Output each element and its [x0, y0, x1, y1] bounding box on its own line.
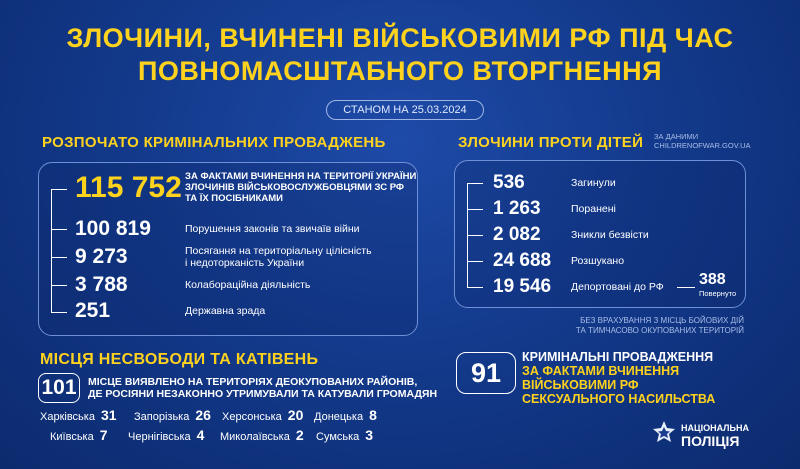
region-name: Київська — [50, 431, 94, 443]
page-title — [0, 22, 800, 88]
region-name: Сумська — [316, 431, 360, 443]
proceedings-total-label — [185, 171, 416, 204]
description-line: КРИМІНАЛЬНІ ПРОВАДЖЕННЯ — [522, 350, 714, 364]
children-heading: ЗЛОЧИНИ ПРОТИ ДІТЕЙ — [458, 134, 644, 151]
wounded-value: 1 263 — [493, 198, 541, 219]
region-value: 31 — [100, 407, 117, 423]
logo-line: НАЦІОНАЛЬНА — [681, 423, 749, 433]
region-value: 3 — [365, 427, 374, 443]
territorial-integrity-value: 9 273 — [75, 245, 128, 268]
description-line: ЗА ФАКТАМИ ВЧИНЕННЯ — [522, 364, 680, 378]
tree-branch — [467, 287, 483, 288]
detention-heading: МІСЦЯ НЕСВОБОДИ ТА КАТІВЕНЬ — [40, 351, 319, 368]
region-name: Херсонська — [222, 411, 282, 423]
proceedings-tree-line — [51, 189, 74, 312]
police-shield-icon — [651, 420, 677, 446]
tree-branch — [51, 312, 67, 313]
children-source — [654, 132, 751, 150]
collaboration-label: Колабораційна діяльність — [185, 279, 311, 291]
deported-label: Депортовані до РФ — [571, 281, 664, 293]
proceedings-panel — [38, 162, 418, 336]
region-name: Запорізька — [134, 411, 190, 423]
proceedings-total-value: 115 752 — [75, 171, 182, 204]
found-value: 24 688 — [493, 250, 552, 271]
found-label: Розшукано — [571, 255, 625, 267]
missing-label: Зникли безвісти — [571, 229, 649, 241]
sexual-violence-count-badge: 91 — [456, 352, 516, 394]
police-logo-text — [681, 422, 749, 448]
as-of-date-badge: СТАНОМ НА 25.03.2024 — [326, 100, 484, 120]
region-kyiv — [50, 427, 108, 443]
war-laws-label: Порушення законів та звичаїв війни — [185, 223, 360, 235]
killed-value: 536 — [493, 172, 525, 193]
note-line: БЕЗ ВРАХУВАННЯ З МІСЦЬ БОЙОВИХ ДІЙ — [580, 316, 744, 325]
tree-branch — [51, 285, 67, 286]
title-line-1: ЗЛОЧИНИ, ВЧИНЕНІ ВІЙСЬКОВИМИ РФ ПІД ЧАС — [66, 23, 734, 53]
region-value: 4 — [196, 427, 205, 443]
region-value: 8 — [369, 407, 377, 423]
note-line: ТА ТИМЧАСОВО ОКУПОВАНИХ ТЕРИТОРІЙ — [575, 326, 744, 335]
region-name: Миколаївська — [220, 431, 290, 443]
region-value: 20 — [287, 407, 304, 423]
description-line: ДЕ РОСІЯНИ НЕЗАКОННО УТРИМУВАЛИ ТА КАТУВАЛИ ГРОМАДЯН — [88, 388, 438, 400]
tree-branch — [467, 235, 483, 236]
label-line: ЗЛОЧИНІВ ВІЙСЬКОВОСЛУЖБОВЦЯМИ ЗС РФ — [185, 182, 405, 193]
region-chernihiv — [128, 427, 204, 443]
region-sumy — [316, 427, 373, 443]
label-line: Посягання на територіальну цілісність — [185, 245, 372, 257]
source-line: CHILDRENOFWAR.GOV.UA — [654, 141, 751, 150]
killed-label: Загинули — [571, 177, 616, 189]
children-note — [540, 316, 744, 336]
label-line: ЗА ФАКТАМИ ВЧИНЕННЯ НА ТЕРИТОРІЇ УКРАЇНИ — [185, 171, 417, 182]
label-line: ТА ЇХ ПОСІБНИКАМИ — [185, 193, 283, 204]
logo-line: ПОЛІЦІЯ — [681, 433, 740, 449]
region-name: Чернігівська — [128, 431, 191, 443]
tree-branch — [467, 261, 483, 262]
region-value: 26 — [195, 407, 211, 423]
tree-branch — [467, 183, 483, 184]
territorial-integrity-label — [185, 245, 372, 269]
war-laws-value: 100 819 — [75, 217, 151, 240]
returned-connector — [677, 287, 695, 288]
description-line: ВІЙСЬКОВИМИ РФ — [522, 378, 639, 392]
tree-branch — [51, 257, 67, 258]
region-donetsk — [314, 407, 377, 423]
description-line: СЕКСУАЛЬНОГО НАСИЛЬСТВА — [522, 392, 716, 406]
region-name: Донецька — [314, 411, 364, 423]
detention-count-badge: 101 — [38, 373, 80, 403]
collaboration-value: 3 788 — [75, 273, 128, 296]
tree-branch — [467, 209, 483, 210]
tree-branch — [51, 229, 67, 230]
wounded-label: Поранені — [571, 203, 616, 215]
returned-label: Повернуто — [699, 289, 737, 298]
region-name: Харківська — [40, 411, 95, 423]
proceedings-heading: РОЗПОЧАТО КРИМІНАЛЬНИХ ПРОВАДЖЕНЬ — [42, 134, 386, 151]
region-zaporizhzhia — [134, 407, 211, 423]
label-line: і недоторканість України — [185, 257, 305, 269]
description-line: МІСЦЕ ВИЯВЛЕНО НА ТЕРИТОРІЯХ ДЕОКУПОВАНИХ РАЙОНІВ, — [88, 376, 418, 388]
region-mykolaiv — [220, 427, 304, 443]
returned-value: 388 — [699, 271, 726, 288]
region-value: 7 — [99, 427, 108, 443]
treason-label: Державна зрада — [185, 305, 266, 317]
deported-value: 19 546 — [493, 276, 552, 297]
tree-branch — [51, 189, 67, 190]
region-kharkiv — [40, 407, 117, 423]
children-panel — [454, 160, 746, 308]
missing-value: 2 082 — [493, 224, 541, 245]
source-line: ЗА ДАНИМИ — [654, 132, 699, 141]
region-value: 2 — [295, 427, 304, 443]
title-line-2: ПОВНОМАСШТАБНОГО ВТОРГНЕННЯ — [137, 56, 663, 86]
detention-description — [88, 376, 437, 400]
treason-value: 251 — [75, 299, 111, 322]
sexual-violence-description — [522, 350, 715, 406]
region-kherson — [222, 407, 303, 423]
